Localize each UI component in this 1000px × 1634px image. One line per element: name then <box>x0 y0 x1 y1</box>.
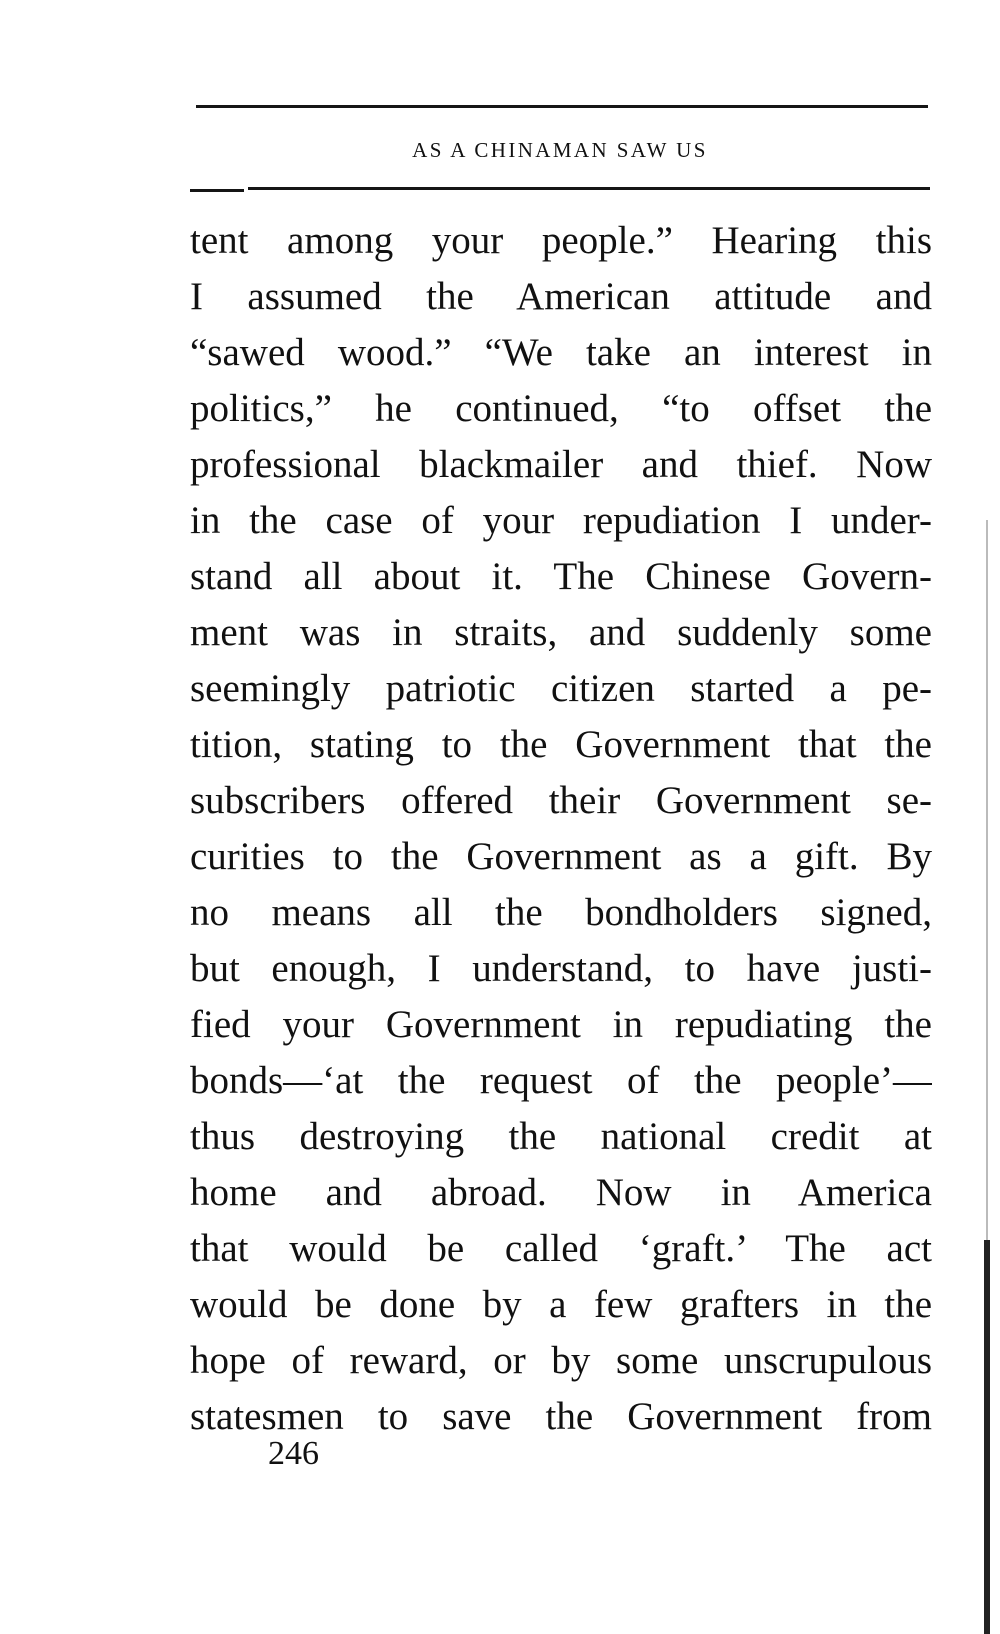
text-line: subscribers offered their Government se- <box>190 779 932 822</box>
running-head: AS A CHINAMAN SAW US <box>412 138 708 162</box>
text-line: seemingly patriotic citizen started a pe- <box>190 667 932 710</box>
text-line: tition, stating to the Government that the <box>190 723 932 766</box>
header-rule-bottom-fragment <box>190 189 244 192</box>
text-line: in the case of your repudiation I under- <box>190 499 932 542</box>
text-line: professional blackmailer and thief. Now <box>190 443 932 486</box>
text-line: but enough, I understand, to have justi- <box>190 947 932 990</box>
text-line: stand all about it. The Chinese Govern- <box>190 555 932 598</box>
text-line: would be done by a few grafters in the <box>190 1283 932 1326</box>
header-rule-bottom <box>248 187 930 190</box>
text-line: thus destroying the national credit at <box>190 1115 932 1158</box>
text-line: statesmen to save the Government from <box>190 1395 932 1438</box>
text-line: curities to the Government as a gift. By <box>190 835 932 878</box>
text-line: I assumed the American attitude and <box>190 275 932 318</box>
text-line: politics,” he continued, “to offset the <box>190 387 932 430</box>
page-edge-shadow <box>984 1240 990 1634</box>
text-line: no means all the bondholders signed, <box>190 891 932 934</box>
page-edge-shadow-faint <box>986 520 988 1240</box>
text-line: ment was in straits, and suddenly some <box>190 611 932 654</box>
text-line: “sawed wood.” “We take an interest in <box>190 331 932 374</box>
text-line: fied your Government in repudiating the <box>190 1003 932 1046</box>
text-line: home and abroad. Now in America <box>190 1171 932 1214</box>
body-text <box>190 213 932 1445</box>
page-number: 246 <box>268 1435 319 1472</box>
text-line: that would be called ‘graft.’ The act <box>190 1227 932 1270</box>
text-line: bonds—‘at the request of the people’— <box>190 1059 932 1102</box>
header-rule-top <box>196 105 928 108</box>
text-line: tent among your people.” Hearing this <box>190 219 932 262</box>
text-line: hope of reward, or by some unscrupulous <box>190 1339 932 1382</box>
